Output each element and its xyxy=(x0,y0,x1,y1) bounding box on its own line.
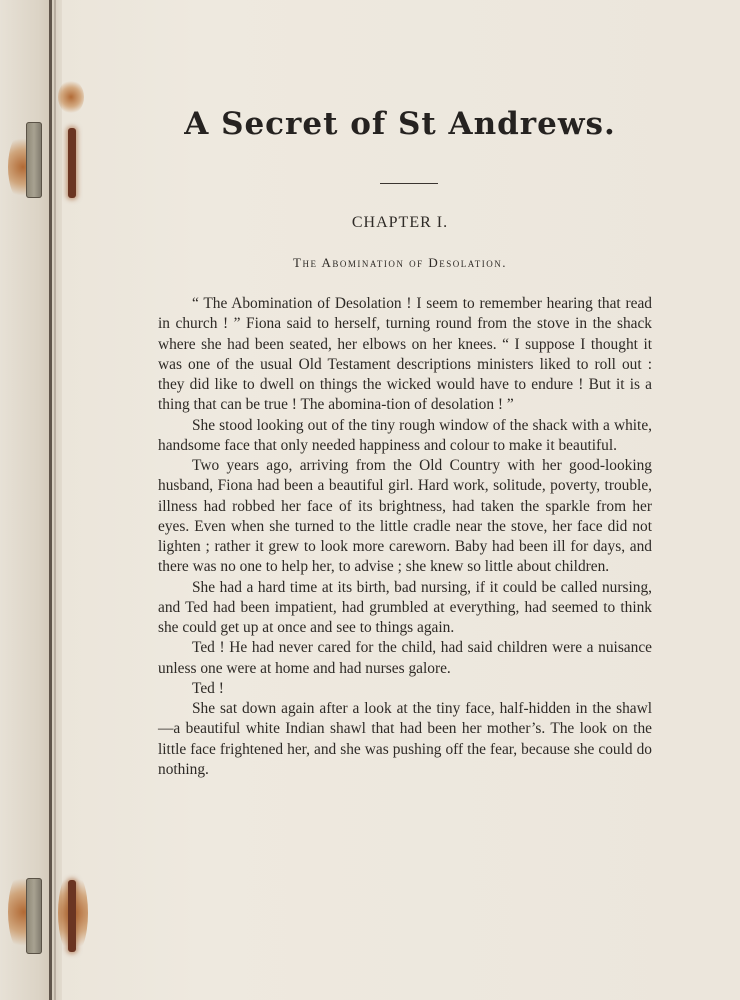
paragraph: She sat down again after a look at the tiny face, half-hidden in the shawl—a beautiful white Indian shawl that had been her mother’s. The look on the little face frightened her, and she was pushing off the fear, because she could do nothing. xyxy=(158,700,652,778)
chapter-body xyxy=(158,294,652,780)
staple-rust xyxy=(68,880,76,952)
paragraph: She stood looking out of the tiny rough window of the shack with a white, handsome face that only needed happiness and colour to make it beautiful. xyxy=(158,416,652,454)
paragraph: She had a hard time at its birth, bad nursing, if it could be called nursing, and Ted had been impatient, had grumbled at everything, had seemed to think she could get up at once and see to things again. xyxy=(158,578,652,636)
book-title: A Secret of St Andrews. xyxy=(184,106,616,142)
fold-shadow xyxy=(54,0,56,1000)
paragraph: “ The Abomination of Desolation ! I seem to remember hearing that read in church ! ” Fiona said to herself, turning round from the stove in the shack where she had been seated, her elbows on her knees. “ I suppose I thought it was one of the usual Old Testament descriptions ministers liked to roll out : they did like to dwell on things the wicked would have to endure ! But it is a thing that can be true ! The abomina-tion of desolation ! ” xyxy=(158,295,652,414)
staple-rust xyxy=(68,128,76,198)
paragraph: Ted ! xyxy=(192,679,224,697)
staple xyxy=(26,878,42,954)
rust-stain xyxy=(58,80,84,114)
paragraph: Ted ! He had never cared for the child, had said children were a nuisance unless one were at home and had nurses galore. xyxy=(158,639,652,677)
title-rule xyxy=(380,183,438,184)
chapter-heading: CHAPTER I. xyxy=(351,214,449,231)
fold-line xyxy=(49,0,52,1000)
chapter-title: The Abomination of Desolation. xyxy=(293,255,507,270)
staple xyxy=(26,122,42,198)
paragraph: Two years ago, arriving from the Old Country with her good-looking husband, Fiona had been a beautiful girl. Hard work, solitude, poverty, trouble, illness had robbed her face of its brightness, had taken the sparkle from her eyes. Even when she turned to the little cradle near the stove, her face did not lighten ; rather it grew to look more careworn. Baby had been ill for days, and there was no one to help her, to advise ; she knew so little about children. xyxy=(158,457,652,576)
